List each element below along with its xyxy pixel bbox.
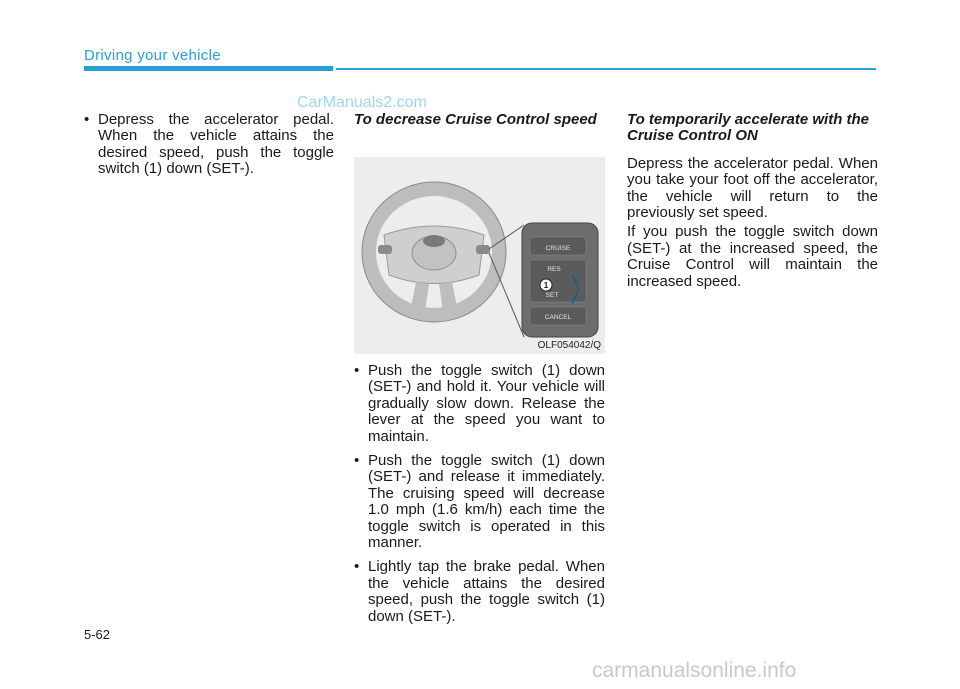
switch-label-set: SET — [545, 292, 559, 299]
column-2 — [354, 112, 605, 139]
header-rule-thick — [84, 66, 333, 71]
page-number: 5-62 — [84, 627, 111, 642]
paragraph: Depress the accelerator pedal. When you take your foot off the accelerator, the vehicle will return to the previously set speed. — [627, 154, 878, 222]
watermark-bottom: carmanualsonline.info — [592, 659, 797, 682]
bullet-item: • Lightly tap the brake pedal. When the vehicle attains the desired speed, push the toggle switch (1) down (SET-). — [354, 559, 605, 625]
watermark-top: CarManuals2.com — [297, 94, 427, 111]
paragraph: If you push the toggle switch down (SET-) at the increased speed, the Cruise Control will maintain the increased speed. — [627, 223, 878, 290]
bullet-item: • Push the toggle switch (1) down (SET-) and release it immediately. The cruising speed will decrease 1.0 mph (1.6 km/h) each time the toggle switch is operated in this manner. — [354, 453, 605, 551]
column-2-bullets — [354, 363, 605, 633]
switch-label-res: RES — [547, 266, 561, 273]
callout-number: 1 — [543, 281, 549, 290]
bullet-item: • Depress the accelerator pedal. When the vehicle attains the desired speed, push the toggle switch (1) down (SET-). — [84, 112, 334, 178]
column-1 — [84, 112, 334, 186]
steering-wheel-illustration — [354, 157, 605, 354]
column-3 — [627, 112, 878, 293]
heading-temporarily-accelerate: To temporarily accelerate with the Cruise Control ON — [627, 111, 870, 145]
steering-wheel-figure — [354, 157, 605, 354]
section-title: Driving your vehicle — [84, 47, 221, 64]
heading-decrease-speed: To decrease Cruise Control speed — [354, 111, 597, 128]
header-rule-thin — [336, 68, 876, 70]
switch-label-cruise: CRUISE — [545, 245, 571, 252]
figure-caption: OLF054042/Q — [537, 340, 601, 351]
bullet-item: • Push the toggle switch (1) down (SET-) and hold it. Your vehicle will gradually slow down. Release the lever at the speed you want to maintain. — [354, 363, 605, 445]
switch-label-cancel: CANCEL — [544, 314, 572, 321]
